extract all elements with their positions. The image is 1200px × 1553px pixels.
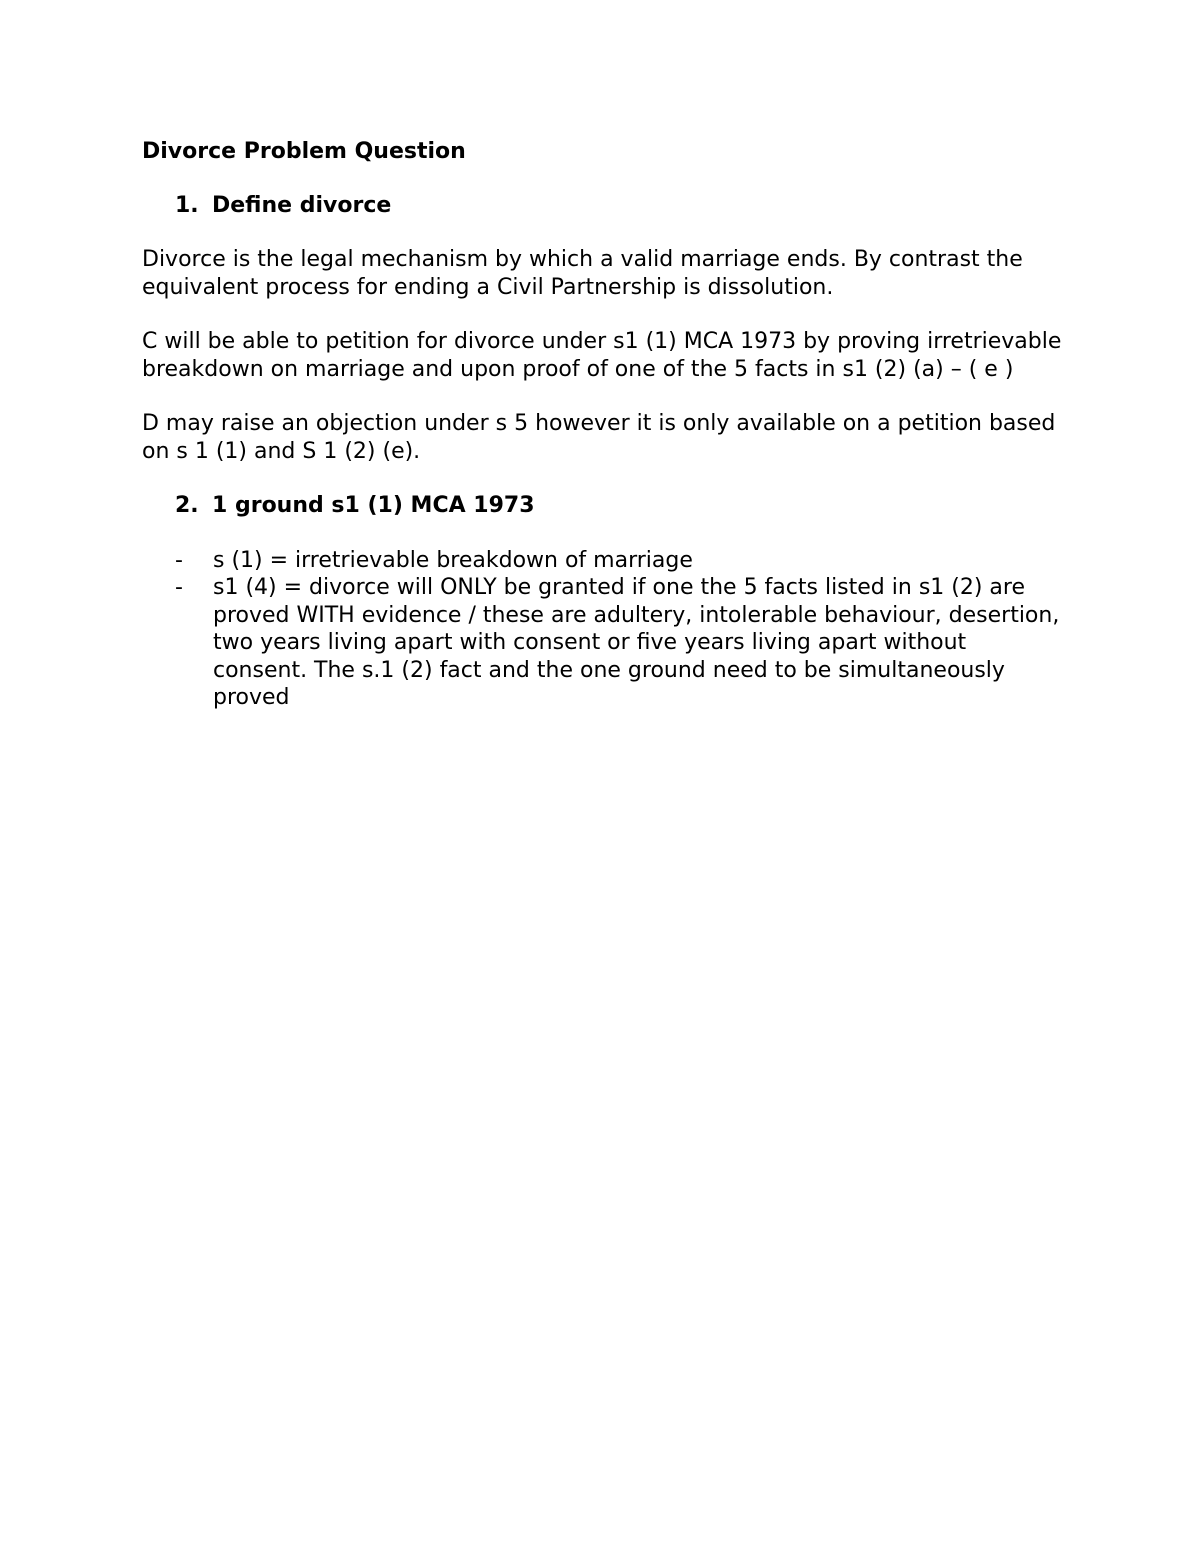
section-heading-ground (175, 492, 1062, 520)
paragraph-objection: D may raise an objection under s 5 however it is only available on a petition based on s 1 (1) and S 1 (2) (e). (142, 411, 1056, 464)
list-item-text: s (1) = irretrievable breakdown of marriage (213, 547, 693, 573)
section-number: 1. (175, 192, 199, 218)
section-heading-text: 1 ground s1 (1) MCA 1973 (212, 493, 535, 518)
section-heading-text: Define divorce (212, 192, 392, 218)
list-item (142, 574, 1062, 712)
bullet-dash: - (175, 575, 183, 600)
paragraph-definition: Divorce is the legal mechanism by which a valid marriage ends. By contrast the equivalent process for ending a Civil Partnership is dissolution. (142, 247, 1023, 300)
section-heading-define-divorce (175, 192, 1062, 220)
list-item-text: s1 (4) = divorce will ONLY be granted if one the 5 facts listed in s1 (2) are proved WITH evidence / these are adultery, intolerable behaviour, desertion, two years living apart with consent or five years living apart without consent. The s.1 (2) fact and the one ground need to be simultaneously proved (213, 575, 1060, 710)
document-page (142, 138, 1062, 712)
list-item (142, 547, 1062, 575)
paragraph-petition: C will be able to petition for divorce under s1 (1) MCA 1973 by proving irretrievable breakdown on marriage and upon proof of one of the 5 facts in s1 (2) (a) – ( e ) (142, 329, 1062, 382)
bullet-dash: - (175, 547, 183, 573)
section-number: 2. (175, 493, 199, 518)
bullet-list (142, 547, 1062, 712)
document-title: Divorce Problem Question (142, 139, 466, 164)
